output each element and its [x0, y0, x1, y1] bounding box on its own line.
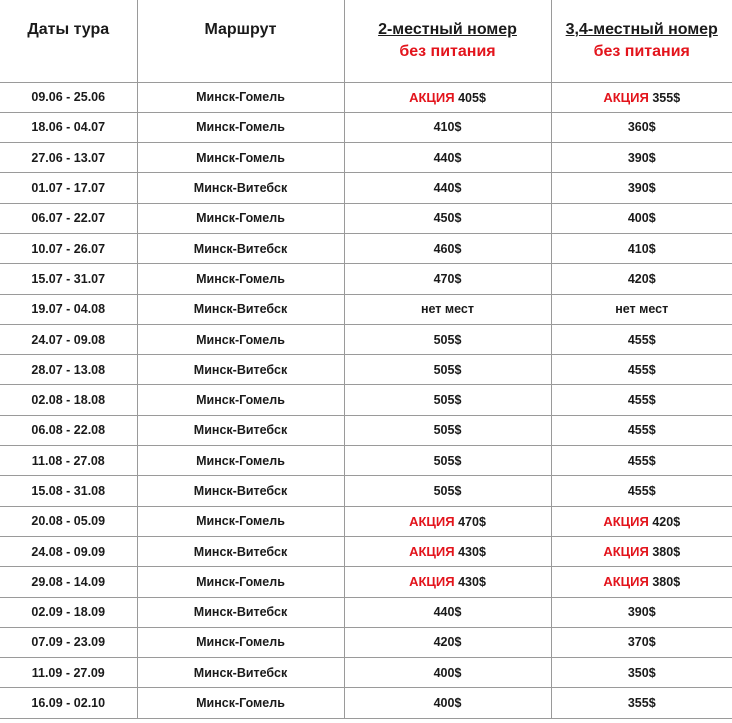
double-room-price: 410$	[433, 120, 462, 135]
tour-route: Минск-Гомель	[196, 696, 285, 711]
cell-double-price	[344, 355, 551, 385]
cell-double-price	[344, 688, 551, 718]
cell-double-price	[344, 385, 551, 415]
cell-triple-price	[551, 233, 732, 263]
cell-double-price	[344, 82, 551, 112]
cell-double-price	[344, 264, 551, 294]
tour-route: Минск-Гомель	[196, 150, 285, 165]
table-row	[0, 324, 732, 354]
tour-route: Минск-Витебск	[193, 423, 288, 438]
cell-dates	[0, 355, 137, 385]
tour-dates: 27.06 - 13.07	[31, 150, 106, 165]
cell-double-price	[344, 233, 551, 263]
cell-dates	[0, 446, 137, 476]
cell-double-price	[344, 112, 551, 142]
cell-double-price	[344, 203, 551, 233]
header-dates-label: Даты тура	[27, 21, 110, 38]
double-room-price: 460$	[433, 241, 462, 256]
table-row	[0, 143, 732, 173]
triple-room-price: 455$	[627, 484, 656, 498]
table-header	[0, 0, 732, 82]
cell-double-price	[344, 567, 551, 597]
cell-dates	[0, 233, 137, 263]
cell-double-price	[344, 446, 551, 476]
tour-route: Минск-Витебск	[193, 181, 288, 196]
header-double-room-label: 2-местный номер	[378, 21, 517, 38]
cell-triple-price	[551, 264, 732, 294]
cell-route	[137, 446, 344, 476]
triple-room-price: 390$	[627, 605, 656, 620]
triple-room-price: 455$	[627, 423, 656, 438]
header-triple-room-note: без питания	[593, 43, 690, 60]
double-room-price: 505$	[433, 332, 462, 347]
cell-triple-price	[551, 82, 732, 112]
table-row	[0, 688, 732, 718]
promo-label: АКЦИЯ	[603, 513, 649, 529]
triple-room-price: 400$	[627, 211, 656, 226]
triple-room-price: 390$	[627, 150, 656, 165]
table-row	[0, 264, 732, 294]
tour-dates: 06.07 - 22.07	[31, 211, 106, 226]
cell-double-price	[344, 597, 551, 627]
cell-dates	[0, 294, 137, 324]
triple-room-price: 420$	[627, 271, 656, 286]
cell-double-price	[344, 173, 551, 203]
double-room-price: 505$	[433, 393, 462, 408]
double-room-price: 505$	[433, 453, 462, 468]
cell-dates	[0, 597, 137, 627]
cell-triple-price	[551, 203, 732, 233]
triple-room-price: 455$	[627, 393, 656, 408]
cell-route	[137, 233, 344, 263]
promo-label: АКЦИЯ	[603, 544, 649, 560]
table-row	[0, 355, 732, 385]
promo-label: АКЦИЯ	[603, 89, 649, 105]
cell-double-price	[344, 627, 551, 657]
double-room-price: 505$	[433, 362, 462, 377]
table-row	[0, 506, 732, 536]
double-room-price: 505$	[433, 423, 462, 438]
cell-dates	[0, 112, 137, 142]
cell-route	[137, 597, 344, 627]
triple-room-price: 370$	[627, 635, 656, 650]
table-row	[0, 233, 732, 263]
promo-label: АКЦИЯ	[409, 544, 455, 560]
cell-triple-price	[551, 476, 732, 506]
cell-dates	[0, 264, 137, 294]
cell-route	[137, 355, 344, 385]
cell-route	[137, 82, 344, 112]
cell-double-price	[344, 294, 551, 324]
tour-dates: 11.08 - 27.08	[31, 453, 105, 468]
cell-triple-price	[551, 536, 732, 566]
double-room-price: 440$	[433, 150, 462, 165]
cell-dates	[0, 536, 137, 566]
tour-route: Минск-Гомель	[196, 120, 285, 135]
table-row	[0, 82, 732, 112]
double-room-price: 440$	[433, 181, 462, 196]
cell-triple-price	[551, 627, 732, 657]
cell-triple-price	[551, 324, 732, 354]
cell-route	[137, 476, 344, 506]
cell-route	[137, 385, 344, 415]
cell-triple-price	[551, 658, 732, 688]
table-row	[0, 536, 732, 566]
table-row	[0, 446, 732, 476]
cell-triple-price	[551, 355, 732, 385]
header-double-room	[344, 0, 551, 82]
promo-label: АКЦИЯ	[409, 89, 455, 105]
tour-dates: 18.06 - 04.07	[31, 120, 106, 135]
cell-double-price	[344, 536, 551, 566]
triple-room-price: 390$	[627, 181, 656, 196]
tour-dates: 28.07 - 13.08	[31, 362, 106, 377]
cell-dates	[0, 506, 137, 536]
cell-dates	[0, 173, 137, 203]
tour-dates: 09.06 - 25.06	[31, 90, 106, 105]
cell-dates	[0, 203, 137, 233]
tour-dates: 15.07 - 31.07	[31, 271, 106, 286]
table-row	[0, 415, 732, 445]
tour-route: Минск-Витебск	[193, 362, 288, 377]
double-room-price: 440$	[433, 605, 462, 620]
triple-room-price: 455$	[627, 332, 656, 347]
triple-room-price: 410$	[627, 241, 656, 256]
cell-dates	[0, 415, 137, 445]
table-row	[0, 385, 732, 415]
cell-route	[137, 658, 344, 688]
tour-route: Минск-Витебск	[193, 605, 288, 620]
cell-double-price	[344, 506, 551, 536]
cell-triple-price	[551, 688, 732, 718]
tour-dates: 29.08 - 14.09	[31, 574, 106, 589]
cell-dates	[0, 658, 137, 688]
tour-dates: 24.08 - 09.09	[31, 544, 106, 559]
cell-route	[137, 415, 344, 445]
cell-triple-price	[551, 173, 732, 203]
tour-dates: 10.07 - 26.07	[31, 241, 106, 256]
tour-route: Минск-Гомель	[196, 393, 285, 408]
double-room-price: 400$	[433, 665, 462, 680]
double-room-price: 420$	[433, 635, 462, 650]
cell-triple-price	[551, 112, 732, 142]
header-triple-room-label: 3,4-местный номер	[565, 21, 718, 38]
cell-triple-price	[551, 385, 732, 415]
tour-route: Минск-Гомель	[196, 635, 285, 650]
cell-route	[137, 688, 344, 718]
double-room-price: 430$	[458, 545, 486, 560]
cell-route	[137, 506, 344, 536]
cell-dates	[0, 143, 137, 173]
table-row	[0, 112, 732, 142]
header-route-label: Маршрут	[204, 21, 277, 38]
tour-dates: 20.08 - 05.09	[31, 514, 106, 529]
tour-dates: 02.08 - 18.08	[31, 393, 106, 408]
tour-dates: 19.07 - 04.08	[31, 302, 106, 317]
triple-room-price: 360$	[627, 120, 656, 135]
cell-double-price	[344, 658, 551, 688]
cell-triple-price	[551, 294, 732, 324]
double-room-price: 430$	[458, 575, 486, 590]
tour-dates: 01.07 - 17.07	[31, 181, 106, 196]
cell-dates	[0, 82, 137, 112]
table-row	[0, 173, 732, 203]
cell-route	[137, 324, 344, 354]
tour-dates: 02.09 - 18.09	[31, 605, 106, 620]
triple-room-price: 455$	[627, 362, 656, 377]
tour-route: Минск-Витебск	[193, 665, 288, 680]
cell-route	[137, 567, 344, 597]
cell-route	[137, 264, 344, 294]
triple-room-price: нет мест	[615, 302, 669, 317]
table-row	[0, 476, 732, 506]
tour-dates: 06.08 - 22.08	[31, 423, 106, 438]
double-room-price: 470$	[433, 271, 462, 286]
tour-dates: 11.09 - 27.09	[31, 665, 105, 680]
table-row	[0, 597, 732, 627]
tour-route: Минск-Гомель	[196, 271, 285, 286]
table-row	[0, 658, 732, 688]
table-row	[0, 567, 732, 597]
cell-dates	[0, 627, 137, 657]
double-room-price: 505$	[433, 484, 462, 498]
tour-dates: 16.09 - 02.10	[31, 696, 106, 711]
cell-dates	[0, 688, 137, 718]
triple-room-price: 380$	[652, 575, 681, 590]
cell-double-price	[344, 324, 551, 354]
cell-route	[137, 143, 344, 173]
header-dates	[0, 0, 137, 82]
cell-double-price	[344, 476, 551, 506]
cell-route	[137, 112, 344, 142]
cell-double-price	[344, 143, 551, 173]
table-body	[0, 82, 732, 718]
cell-triple-price	[551, 567, 732, 597]
double-room-price: 400$	[433, 696, 462, 711]
promo-label: АКЦИЯ	[409, 513, 455, 529]
tour-route: Минск-Гомель	[196, 453, 285, 468]
cell-route	[137, 294, 344, 324]
cell-dates	[0, 385, 137, 415]
triple-room-price: 350$	[627, 665, 656, 680]
tour-route: Минск-Витебск	[193, 544, 288, 559]
double-room-price: 470$	[458, 514, 486, 529]
triple-room-price: 380$	[652, 545, 681, 560]
tour-route: Минск-Витебск	[193, 484, 288, 498]
tour-route: Минск-Гомель	[196, 514, 285, 529]
triple-room-price: 420$	[652, 514, 681, 529]
cell-route	[137, 536, 344, 566]
cell-route	[137, 627, 344, 657]
cell-triple-price	[551, 446, 732, 476]
tour-route: Минск-Витебск	[193, 302, 288, 317]
tour-route: Минск-Гомель	[196, 574, 285, 589]
triple-room-price: 355$	[627, 696, 656, 711]
triple-room-price: 355$	[652, 90, 681, 105]
promo-label: АКЦИЯ	[603, 574, 649, 590]
tour-route: Минск-Гомель	[196, 90, 285, 105]
header-triple-room	[551, 0, 732, 82]
triple-room-price: 455$	[627, 453, 656, 468]
table-row	[0, 294, 732, 324]
cell-double-price	[344, 415, 551, 445]
table-row	[0, 627, 732, 657]
tour-dates: 07.09 - 23.09	[31, 635, 106, 650]
tour-route: Минск-Витебск	[193, 241, 288, 256]
double-room-price: 450$	[433, 211, 462, 226]
header-double-room-note: без питания	[399, 43, 496, 60]
header-route	[137, 0, 344, 82]
cell-dates	[0, 567, 137, 597]
tour-dates: 24.07 - 09.08	[31, 332, 106, 347]
cell-dates	[0, 476, 137, 506]
tour-dates: 15.08 - 31.08	[31, 484, 106, 498]
cell-dates	[0, 324, 137, 354]
cell-route	[137, 173, 344, 203]
cell-triple-price	[551, 415, 732, 445]
table-row	[0, 203, 732, 233]
cell-triple-price	[551, 597, 732, 627]
cell-route	[137, 203, 344, 233]
promo-label: АКЦИЯ	[409, 574, 455, 590]
cell-triple-price	[551, 143, 732, 173]
cell-triple-price	[551, 506, 732, 536]
header-row	[0, 0, 732, 82]
double-room-price: 405$	[458, 90, 486, 105]
double-room-price: нет мест	[420, 302, 475, 317]
tour-route: Минск-Гомель	[196, 211, 285, 226]
tour-route: Минск-Гомель	[196, 332, 285, 347]
